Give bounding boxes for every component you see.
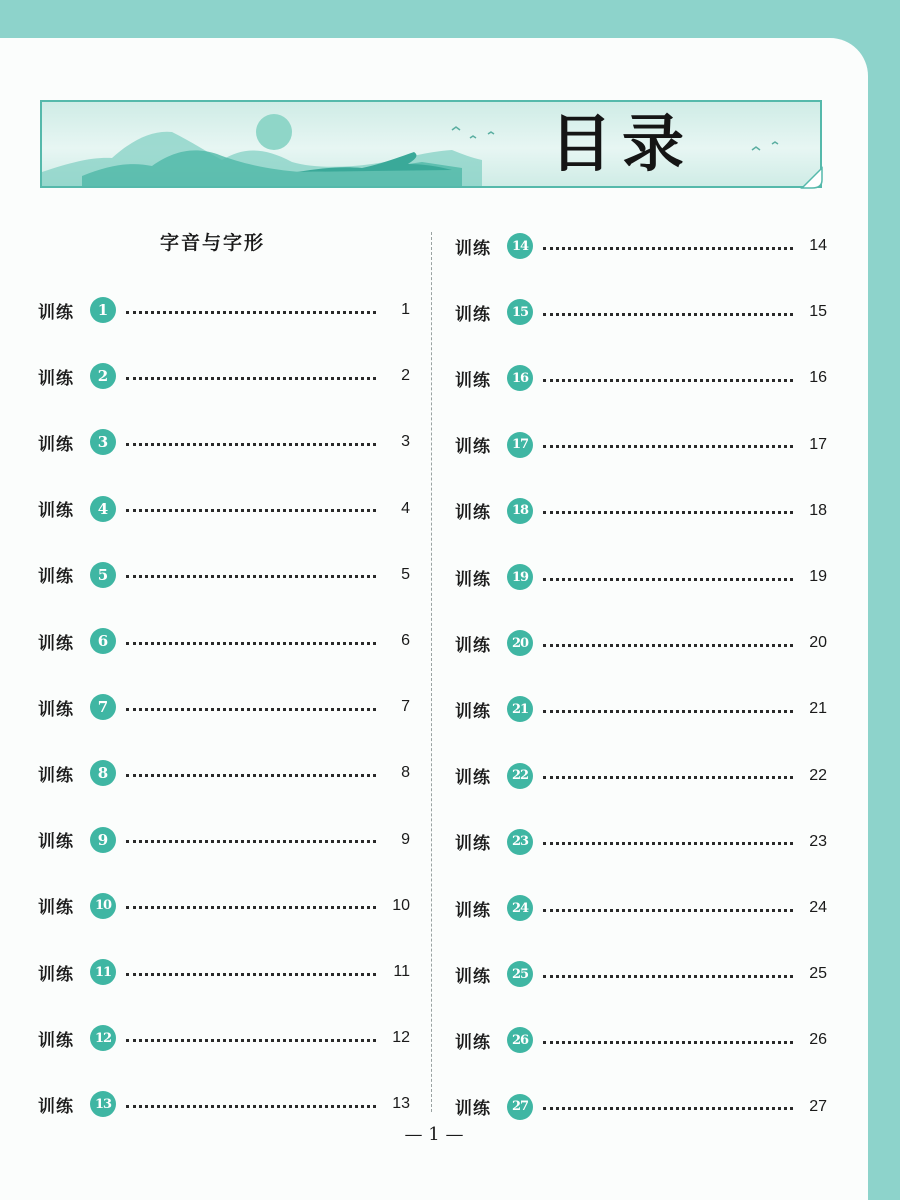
entry-label: 训练 [455, 966, 491, 987]
page-number: 3 [401, 433, 410, 451]
dot-leader [543, 1041, 793, 1044]
dot-leader [543, 1107, 793, 1110]
entry-label: 训练 [455, 1032, 491, 1053]
page-number: 6 [401, 632, 410, 649]
dot-leader [126, 311, 376, 314]
number-badge: 1 [90, 297, 116, 323]
toc-entry[interactable] [455, 495, 827, 527]
column-divider [431, 232, 432, 1112]
toc-entry[interactable] [455, 1091, 827, 1123]
toc-entry[interactable] [38, 824, 410, 856]
toc-entry[interactable] [38, 691, 410, 723]
page-number: 15 [809, 303, 827, 321]
page-number: 2 [401, 367, 410, 385]
number-badge: 15 [507, 299, 533, 325]
entry-label: 训练 [38, 302, 74, 323]
toc-entry[interactable] [38, 559, 410, 591]
number-badge: 25 [507, 961, 533, 987]
toc-entry[interactable] [38, 625, 410, 657]
page-number: 20 [809, 634, 827, 652]
entry-label: 训练 [38, 434, 74, 455]
number-badge: 4 [90, 496, 116, 522]
number-badge: 2 [90, 363, 116, 389]
dot-leader [543, 578, 793, 581]
page-number: 5 [401, 565, 410, 583]
dot-leader [126, 377, 376, 380]
dot-leader [126, 509, 376, 512]
entry-label: 训练 [38, 501, 74, 522]
dot-leader [543, 776, 793, 779]
toc-entry[interactable] [455, 429, 827, 461]
toc-entry[interactable] [455, 561, 827, 593]
entry-label: 训练 [455, 370, 491, 391]
number-badge: 17 [507, 432, 533, 458]
dot-leader [126, 840, 376, 843]
page-number: 8 [401, 764, 410, 782]
dot-leader [126, 1105, 376, 1108]
entry-label: 训练 [455, 768, 491, 789]
dot-leader [543, 842, 793, 845]
entry-label: 训练 [455, 701, 491, 722]
number-badge: 22 [507, 763, 533, 789]
dot-leader [543, 909, 793, 912]
page-footer: — 1 — [404, 1124, 464, 1145]
dot-leader [543, 644, 793, 647]
number-badge: 12 [90, 1025, 116, 1051]
number-badge: 19 [507, 564, 533, 590]
number-badge: 10 [90, 893, 116, 919]
page-number: 9 [401, 830, 410, 848]
entry-label: 训练 [38, 633, 74, 654]
dot-leader [126, 642, 376, 645]
number-badge: 13 [90, 1091, 116, 1117]
number-badge: 26 [507, 1027, 533, 1053]
toc-entry[interactable] [38, 1022, 410, 1054]
toc-entry[interactable] [455, 892, 827, 924]
page-number: 7 [401, 698, 410, 716]
page-number: 22 [809, 766, 827, 784]
number-badge: 21 [507, 696, 533, 722]
dot-leader [543, 313, 793, 316]
page-number: 10 [392, 896, 410, 914]
number-badge: 27 [507, 1094, 533, 1120]
number-badge: 8 [90, 760, 116, 786]
page-number: 1 [401, 301, 410, 318]
toc-entry[interactable] [38, 890, 410, 922]
dot-leader [126, 443, 376, 446]
dot-leader [543, 975, 793, 978]
entry-label: 训练 [38, 368, 74, 389]
toc-entry[interactable] [38, 360, 410, 392]
number-badge: 3 [90, 429, 116, 455]
toc-entry[interactable] [455, 627, 827, 659]
dot-leader [126, 708, 376, 711]
bird-icon [742, 132, 802, 162]
entry-label: 训练 [455, 304, 491, 325]
entry-label: 训练 [38, 765, 74, 786]
landscape-illustration [42, 102, 542, 186]
toc-entry[interactable] [38, 493, 410, 525]
entry-label: 训练 [455, 238, 491, 259]
page-number: 25 [809, 965, 827, 983]
toc-entry[interactable] [38, 294, 410, 326]
page-number: 19 [809, 568, 827, 585]
dot-leader [543, 710, 793, 713]
dot-leader [543, 445, 793, 448]
page-number: 21 [809, 700, 827, 718]
toc-entry[interactable] [455, 958, 827, 990]
number-badge: 20 [507, 630, 533, 656]
entry-label: 训练 [38, 898, 74, 919]
page-number: 4 [401, 499, 410, 517]
dot-leader [126, 973, 376, 976]
entry-label: 训练 [455, 1099, 491, 1120]
page-number: 11 [393, 963, 410, 980]
page-curl-icon [800, 166, 824, 190]
section-title: 字音与字形 [160, 232, 266, 254]
entry-label: 训练 [455, 834, 491, 855]
entry-label: 训练 [38, 1096, 74, 1117]
page-title: 目录 [550, 107, 695, 180]
page-number: 23 [809, 832, 827, 850]
page-number: 14 [809, 237, 827, 254]
dot-leader [126, 774, 376, 777]
dot-leader [126, 906, 376, 909]
entry-label: 训练 [38, 567, 74, 588]
entry-label: 训练 [38, 964, 74, 985]
entry-label: 训练 [38, 1030, 74, 1051]
toc-entry[interactable] [38, 757, 410, 789]
dot-leader [126, 1039, 376, 1042]
toc-entry[interactable] [38, 956, 410, 988]
number-badge: 11 [90, 959, 116, 985]
toc-entry[interactable] [455, 1024, 827, 1056]
entry-label: 训练 [38, 699, 74, 720]
entry-label: 训练 [38, 832, 74, 853]
toc-entry[interactable] [38, 1088, 410, 1120]
number-badge: 18 [507, 498, 533, 524]
entry-label: 训练 [455, 635, 491, 656]
number-badge: 5 [90, 562, 116, 588]
title-banner [40, 100, 822, 188]
toc-entry[interactable] [455, 826, 827, 858]
toc-entry[interactable] [455, 230, 827, 262]
dot-leader [543, 379, 793, 382]
number-badge: 9 [90, 827, 116, 853]
toc-entry[interactable] [455, 760, 827, 792]
number-badge: 6 [90, 628, 116, 654]
page-number: 17 [809, 435, 827, 453]
dot-leader [126, 575, 376, 578]
page-number: 24 [809, 899, 827, 916]
number-badge: 7 [90, 694, 116, 720]
entry-label: 训练 [455, 437, 491, 458]
number-badge: 23 [507, 829, 533, 855]
entry-label: 训练 [455, 569, 491, 590]
number-badge: 24 [507, 895, 533, 921]
page-number: 12 [392, 1029, 410, 1047]
dot-leader [543, 247, 793, 250]
page-number: 16 [809, 369, 827, 387]
page-number: 27 [809, 1097, 827, 1115]
page-number: 13 [392, 1095, 410, 1113]
number-badge: 16 [507, 365, 533, 391]
toc-entry[interactable] [455, 296, 827, 328]
number-badge: 14 [507, 233, 533, 259]
page-number: 18 [809, 501, 827, 519]
toc-entry[interactable] [38, 426, 410, 458]
toc-entry[interactable] [455, 362, 827, 394]
toc-entry[interactable] [455, 693, 827, 725]
page-number: 26 [809, 1031, 827, 1049]
entry-label: 训练 [455, 900, 491, 921]
entry-label: 训练 [455, 503, 491, 524]
dot-leader [543, 511, 793, 514]
